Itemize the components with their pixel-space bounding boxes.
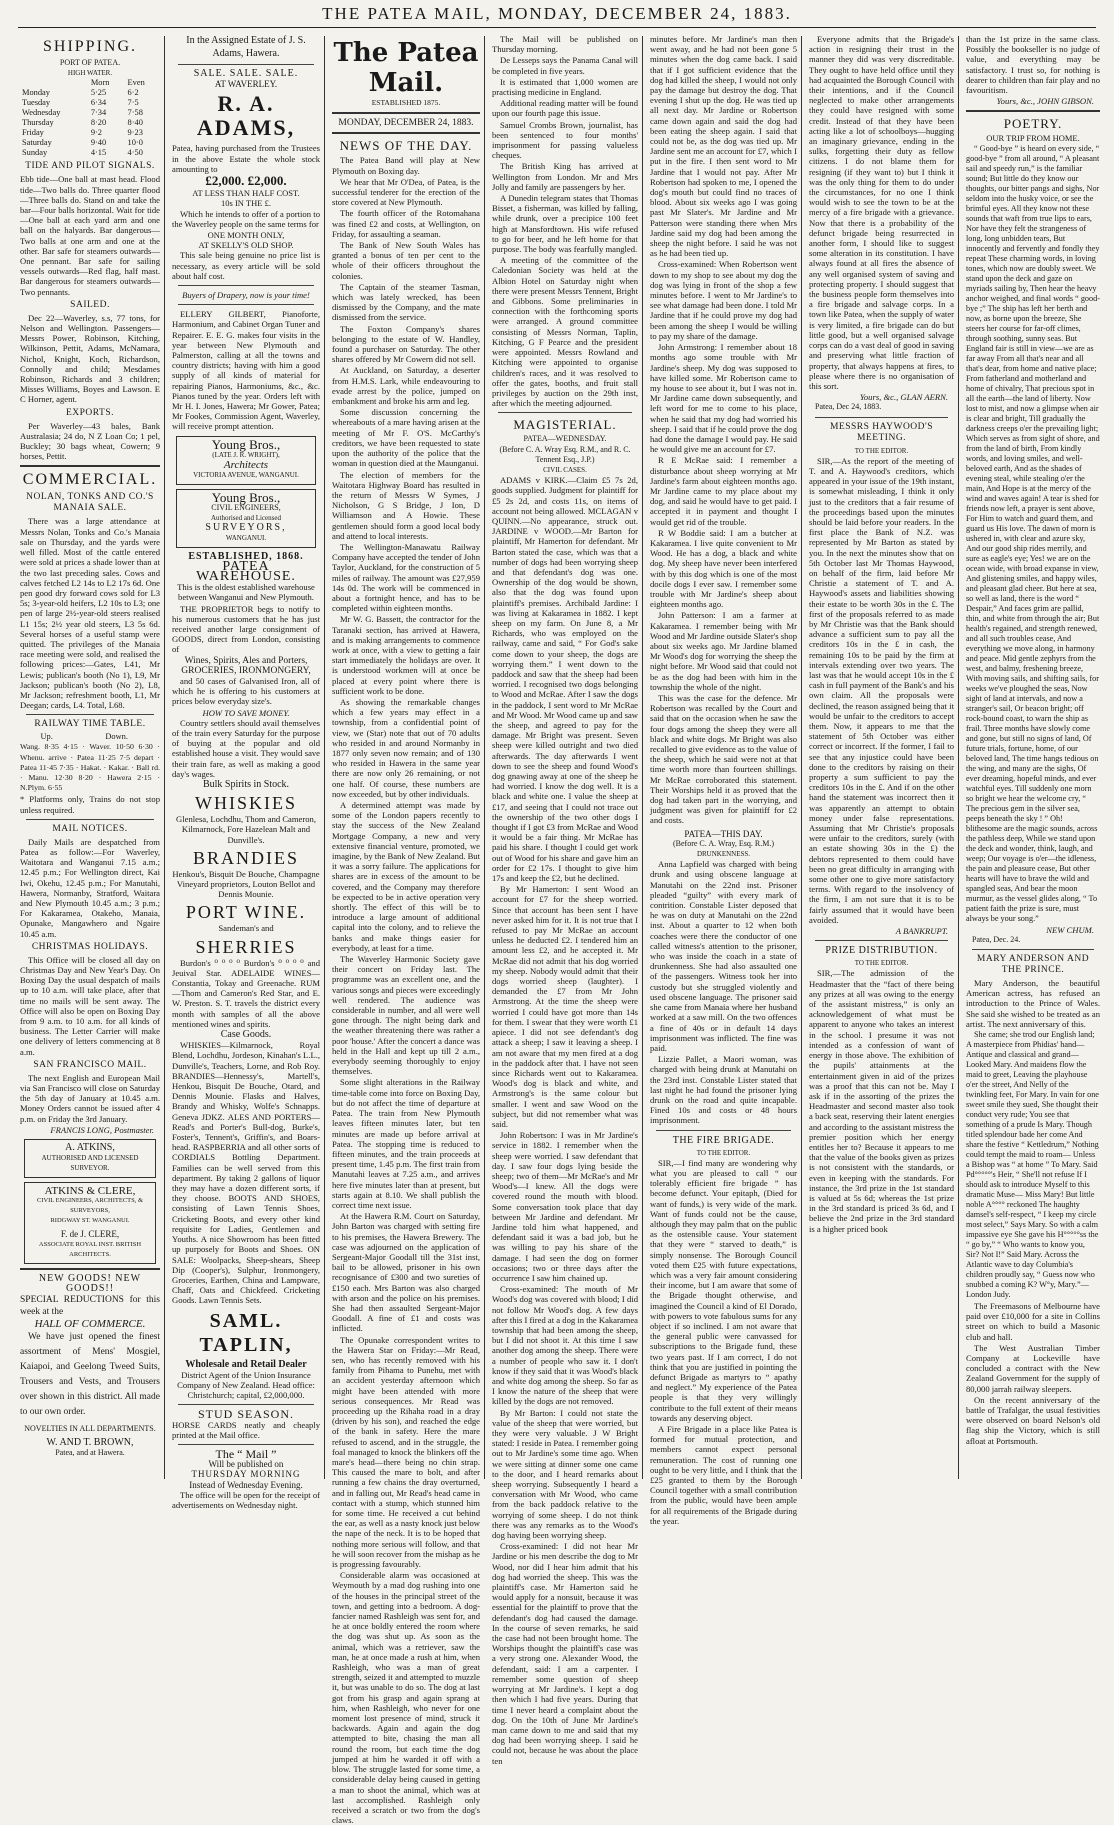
signature: Yours, &c., GLAN AERN. <box>859 392 948 403</box>
high-water-heading: HIGH WATER. <box>67 69 113 78</box>
railway-table: Up. Down. <box>40 732 128 742</box>
before-bench-2: (Before C. A. Wray, Esq. R.M.) <box>673 838 774 848</box>
fire-text: A Fire Brigade in a place like Patea is formed for mutual protection, and members cannot expect personal remuneration. The cost of running one ought to be very little, and I think that the £25 granted to them by the Borough Council together with a small contribution from the public, would have been ample for all requirements of the Brigade during the year. <box>650 1424 797 1526</box>
court-text: Cross-examined: I did not hear Mr Jardine or his men describe the dog to Mr Wood, nor did I hear him admit that his dog had worried the sheep. This was the plaintiff's case. Mr Hamerton said he would apply for a nonsuit, because it was essential for the plaintiff to prove that the defendant's dog had caused the damage. In the course of seven remarks, he said the case had not been brought home. The Worships thought the plaintiff's case was a very strong one. Alexander Wood, the defendant, said: I am a carpenter. I remember some question of sheep worrying at Mr Jardine's. I kept a dog then which I had five years. During that time I never heard a complaint about the dog. On the 10th of June Mr Jardine's man came down to me and said that my dog had been worrying sheep. I said he could not, because he was about the place ten <box>492 1541 638 1766</box>
novelties: NOVELTIES IN ALL DEPARTMENTS. <box>24 1423 156 1433</box>
amount: £2,000. £2,000. <box>205 173 287 189</box>
port-sub: Sandeman's and <box>218 923 274 934</box>
poem-signature: NEW CHUM. <box>1046 924 1094 935</box>
tide-header: Morn <box>90 78 110 88</box>
civil-cases: CIVIL CASES. <box>543 465 587 474</box>
news-item: A Dunedin telegram states that Thomas Bisset, a fisherman, was killed by falling, while drunk, over a precipice 100 feet high at Mansfordtown. His wife refused to go for beer, and he left home for that purpose. The body was fearfully mangled. <box>492 193 638 255</box>
news-item: Additional reading matter will be found upon our fourth page this issue. <box>492 98 638 119</box>
masthead: THE PATEA MAIL, MONDAY, DECEMBER 24, 1883. <box>0 0 1114 32</box>
tide-row: Tuesday 6·34 7·5 <box>22 98 139 108</box>
news-item: The Wellington-Manawatu Railway Company have accepted the tender of John Taylor, Auckland, for the construction of 5 miles of railway. The amount was £27,959 14s 0d. The work will be commenced in about a fortnight hence, and has to be completed within eighteen months. <box>332 541 480 614</box>
divider <box>815 940 948 941</box>
column-1 <box>16 34 164 1481</box>
letter-date: Patea, Dec 24, 1883. <box>815 402 882 412</box>
column-rule <box>958 36 959 1479</box>
column-2 <box>168 34 324 1510</box>
ra-adams: R. A. ADAMS, <box>196 91 296 141</box>
hall-of-commerce: HALL OF COMMERCE. <box>34 1318 146 1331</box>
court-text: Anna Lapfield was charged with being drunk and using obscene language at Manutahi on the 22nd inst. Prisoner pleaded “guilty” with every mark of contrition. Constable Lister deposed that he was on duty at Manutahi on the 22nd inst. About a quarter to 12 when both coaches were there the conductor of one called witness's attention to the prisoner, who was inside the coach in a state of drunkenness. She had also assaulted one of the passengers. Witness took her into custody but she struggled violently and used obscene language. The prisoner said she came from Manaia where her husband worked at a saw mill. On the two offences a fine of 40s or in default 14 days imprisonment was inflicted. The fine was paid. <box>650 859 797 1053</box>
taplin-name: SAML. TAPLIN, <box>199 1309 293 1356</box>
atkins-ad: A. ATKINS, AUTHORISED AND LICENSED SURVEYOR. <box>24 1139 156 1178</box>
divider <box>20 465 160 467</box>
divider <box>26 714 154 715</box>
court-text: John Patterson: I am a farmer at Kakaramea. I remember being with Mr Wood and Mr Jardine outside Slater's shop about six weeks ago. Mr Jardine blamed Mr Wood's dog for worrying the sheep the night before. Mr Wood said that could not be as the dog had been with him in the township the whole of the night. <box>650 610 797 692</box>
mail-pub-5: The office will be open for the receipt of advertisements on Wednesday night. <box>172 1489 320 1510</box>
news-item: De Lesseps says the Panama Canal will be completed in five years. <box>492 55 638 76</box>
news-item: The Freemasons of Melbourne have paid over £10,000 for a site in Collins street on which to build a Masonic club and hall. <box>966 1301 1100 1342</box>
half-cost: AT LESS THAN HALF COST. <box>192 188 300 199</box>
proprietor-text: THE PROPRIETOR begs to notify to his numerous customers that he has just received another large consignment of GOODS, direct from London, consisting of <box>172 603 320 655</box>
bulk-spirits: Bulk Spirits in Stock. <box>202 778 290 790</box>
divider <box>26 819 154 820</box>
skelly: AT SKELLY'S OLD SHOP. <box>198 240 294 251</box>
court-text: R W Boddie said: I am a butcher at Kakaramea. I live quite convenient to Mr Wood. He has a dog, a black and white dog. My sheep have never been interfered with by this dog which is one of the most docile dogs I ever saw. I remember some trouble with Mr Jardine's sheep about eighteen months ago. <box>650 527 797 610</box>
column-5 <box>646 34 801 1526</box>
mail-text: Daily Mails are despatched from Patea as follow:—For Waverley, Waitotara and Wanganui 7.15 a.m.; 12.45 p.m.; For Wellington direct, Kai Iwi, Okehu, 12.45 p.m.; For Manutahi, Hawera, Normanby, Stratford, Waitara and New Plymouth 10.45 a.m.; 3 p.m.; For Kakaramea, Otakeho, Manaia, Opunake, Mangawhero and Ngaire 10.45 a.m. <box>20 836 160 939</box>
fire-text: Everyone admits that the Brigade's action in resigning their trust in the manner they did was very discreditable. They ought to have held office until they had acquainted the Borough Council with their intentions, and if the Council neglected to make other arrangements they could have resigned with some credit. Instead of that they have been acting like a lot of schoolboys—hugging an imaginary grievance, ending in the sulks, forgetting their duty as fellow citizens. I do not blame them for resigning (if they want to) but I think it was the only thing for them to do under the circumstances, for no one I think would wish to see the town to be at the mercy of a fire brigade with a grievance. Now that there is a probability of the defunct brigade being resurrected in another form, I should like to suggest some alteration in its constitution. I have always found at all fires the absence of any well organised system of saving and protecting property. I should suggest that the business people form themselves into a fire brigade and salvage corps. In a town like Patea, when the supply of water is very limited, a fire brigade can do but little good, but a well organised salvage corps can do a vast deal of good in saving and preserving what little fraction of property, that always happens at fires, to please where there is no organisation of this sort. <box>809 34 954 391</box>
mary-heading: MARY ANDERSON AND THE PRINCE. <box>976 954 1090 976</box>
news-item: Some discussion concerning the whereabouts of a mare having arisen at the meeting of Mr F. O'S. McCarthy's creditors, we have been requested to state upon the authority of the police that the woman in question died at the Maunganui. <box>332 407 480 469</box>
news-item: Samuel Crombs Brown, journalist, has been sentenced to four months' imprisonment for passing valueless cheques. <box>492 119 638 161</box>
divider <box>178 285 314 286</box>
news-item: Considerable alarm was occasioned at Weymouth by a mad dog rushing into one of the houses in the principal street of the town, and getting into a bedroom. A dog-fancier named Rashleigh was sent for, and he at once boldly entered the room where the dog was shut up. As soon as the animal, which was a retriever, saw the man, he at once made a rush at him, when Rashleigh, who was a man of great strength, seized it and attempted to muzzle it, but was unable to do so. The dog at last got from his grasp and again sprang at him, when Rashleigh, who never for one moment lost presence of mind, struck it backwards. Again and again the dog attempted to bite, chasing the man all round the room, but each time the dog jumped at him he warded it off with a blow. The struggle lasted for some time, a considerable delay being caused in getting a man to shoot the animal, which was at last accomplished. Rashleigh only received a scratch or two from the dog's claws. <box>332 1570 480 1825</box>
mail-pub-3: THURSDAY MORNING <box>191 1469 301 1480</box>
sailed-heading: SAILED. <box>70 299 110 310</box>
sale-heading: SALE. SALE. SALE. <box>193 68 299 79</box>
drunkenness: DRUNKENNESS. <box>696 850 751 859</box>
how-to-save: HOW TO SAVE MONEY. <box>202 707 290 718</box>
divider <box>656 1130 791 1131</box>
brown-address: Patea, and at Hawera. <box>55 1448 125 1458</box>
horse-cards: HORSE CARDS neatly and cheaply printed at the Mail office. <box>172 1419 320 1440</box>
union-text: District Agent of the Union Insurance Company of New Zealand. Head office: Christchurch; capital, £2,000,000. <box>177 1369 315 1401</box>
ra-text: Patea, having purchased from the Trustees in the above Estate the whole stock amounting to <box>172 143 320 174</box>
young-architects-ad: Young Bros., (LATE J. R. WRIGHT), Architects VICTORIA AVENUE, WANGANUI. <box>176 436 316 485</box>
news-item: A determined attempt was made by some of the London papers recently to stay the success of the New Zealand Mortgage Company, a new and very extensive financial venture, promoted, we imagine, by the Bank of New Zealand. But it was a sorry failure. The applications for shares are in excess of the amount to be covered, and the Company may therefore be expected to be in active operation very shortly. The effect of this will be to introduce a large amount of additional capital into the colony, and to relieve the banks and make things easier for everybody, at least for a time. <box>332 800 480 953</box>
news-item: The Opunake correspondent writes to the Hawera Star on Friday:—Mr Read, sen, who has recently removed with his family from Pihama to Punehu, met with an accident yesterday afternoon which might have been attended with more serious consequences. Mr Read was proceeding up the Rihaha road in a dray (driven by his son), and reached the edge of the bank in safety. Here the mare refused to ascend, and in the struggle, the foal managed to knock the blinkers off the mare's head—there being no chin strap. This caused the mare to bolt, and after running a few chains the dray overturned, and in falling out, Mr Read's head came in contact with a stump, which stunned him for some time. He received a cut behind the ear, as well as a nasty knock just below the nape of the neck. It is to be hoped that nothing more serious will follow, and that he will soon recover from the mishap as he is progressing favourably. <box>332 1334 480 1570</box>
case-text: WHISKIES—Kilmarnock, Royal Blend, Lochdhu, Jordeson, Kinahan's L.L., Dunville's, Teachers, Lorne, and Rob Roy. BRANDIES—Hennessy's, Martell's, Henkou, Bisquit De Bouche, Otard, and Dennis Mounie. Flasks and Halves, Brandy and Whisky, Wolfe's Schnapps. Geneva JDKZ. ALES AND PORTERS—Read's and Porter's Bull-dog, Burke's, Foster's, Tennent's, Griffin's, and Boars-head. RASPBERRIA and all other sorts of CORDIALS Bottling Department. Families can be well served from this department. By taking 2 gallons of liquor they may have a dozen different sorts, if they choose. BOOTS AND SHOES, consisting of Lawn Tennis Shoes, Cricketing Boots, and every other kind requisite for Ladies, Gentlemen and Youths. A nice Showroom has been fitted up purposely for Boots and Shoes. ON SALE: Woolpacks, Sheep-shears, Sheep Dip (Cooper's), Sulphur, Ironmongery, Groceries, Earthen, China and Lampware, Chaff, Oats and Chickfeed. Cricketing Goods. Lawn Tennis Sets. <box>172 1040 320 1306</box>
divider <box>332 132 480 134</box>
patea-wednesday: PATEA—WEDNESDAY. <box>523 434 607 444</box>
case-goods: Case Goods. <box>220 1029 272 1041</box>
port-wine-heading: PORT WINE. <box>185 902 307 923</box>
christmas-heading: CHRISTMAS HOLIDAYS. <box>31 941 149 952</box>
mail-pub: The “ Mail ” <box>215 1446 277 1461</box>
column-6 <box>805 34 958 1481</box>
column-rule <box>484 36 485 1479</box>
brown-name: W. AND T. BROWN, <box>46 1436 134 1448</box>
news-item: The Mail will be published on Thursday morning. <box>492 34 638 55</box>
column-rule <box>164 36 165 1479</box>
tide-row: Sunday 4·15 4·50 <box>22 148 143 158</box>
sherries-heading: SHERRIES <box>195 936 297 957</box>
court-text: Cross-examined: When Robertson went down to my shop to see about my dog the dog was lying in front of the shop a few minutes before. I went to Mr Jardine's to see what damage had been done. I told Mr Jardine that if he could prove my dog had been among the sheep I would be willing to pay my share of the damage. <box>650 259 797 341</box>
exports-heading: EXPORTS. <box>65 407 115 418</box>
tide-row: Friday 9·2 9·23 <box>22 128 143 138</box>
divider <box>178 304 314 305</box>
country-text: Country settlers should avail themselves of the train every Saturday for the purpose of buying at the popular and old established house a visit. They would save their train fare, as well as making a good day's wages. <box>172 717 320 779</box>
issue-date: MONDAY, DECEMBER 24, 1883. <box>338 118 474 129</box>
brandies-text: Henkou's, Bisquit De Bouche, Champagne Vineyard proprietors, Louton Bellot and Dennis Mounie. <box>172 868 320 900</box>
court-text: R E McRae said: I remember a disturbance about sheep worrying at Mr Jardine's farm about eighteen months ago. Mr Jardine came to my place about my dog, and said he would have to get paid. I accepted it in payment and thought I would get rid of the trouble. <box>650 455 797 527</box>
divider <box>972 949 1094 950</box>
poem-date: Patea, Dec. 24. <box>972 934 1021 944</box>
news-item: Mr W. G. Bassett, the contractor for the Taranaki section, has arrived at Hawera, and is making arrangements to commence work at once, with a view to getting a fair start immediately the holidays are over. It is understood workmen will at once be placed at every point where there is sufficient work to be done. <box>332 614 480 696</box>
news-item: The British King has arrived at Wellington from London. Mr and Mrs Jolly and family are passengers by her. <box>492 161 638 192</box>
haywood-heading: MESSRS HAYWOOD'S MEETING. <box>829 421 934 443</box>
estate-heading: In the Assigned Estate of J. S. Adams, Hawera. <box>186 35 306 59</box>
court-text: minutes before. Mr Jardine's man then went away, and he had not been gone 5 minutes when the dog came back. I said that if I got sufficient evidence that the dog had killed the sheep, I would not only pay the damage but destroy the dog. That evening I shut up the dog. He was tied up all next day. Mr Jardine or Robertson came down again and said the dog had been eating the sheep again. I said that could not be, as the dog was tied up. Mr Jardine sent me an account for £7, which I put in the fire. I then sent word to Mr Jardine that I would not pay. After Mr Robertson had spoken to me, I opened the dog's mouth but could find no traces of blood. About six weeks ago I was going past Mr Slater's. Mr Jardine and Mr Patterson were standing there when Mrs Jardine said my dog had been among the sheep the night before. I said he was not as he had been tied up. <box>650 34 797 259</box>
intends-text: Which he intends to offer of a portion to the Waverley people on the same terms for <box>172 208 320 229</box>
poem-text: “ Good-bye ” is heard on every side, “ good-bye ” from all around, “ A pleasant sail and speedy run,” is the familiar sound; But little do they know our thoughts, our bitter pangs and sighs, Nor seldom into the husky voice, or see the brimful eyes. All they know not these sounds that waft from true lips to ears, Nor have they felt the strangeness of long, long unbidden tears, But innocently and fervently and fondly they repeat These charming words, in loving tones, which now are doubly sweet. We stand upon the deck and gaze on myriads sailing by, Then hear the heavy anchor weighed, and final words “ good-bye ;” The ship has left her berth and now, as borne upon the breeze, She steers her course for far-off climes, through soothing, sunny seas. But England fair is still in view—we are as far away From all that's near and all that's dear, from home and native place; From fatherland and motherland and home of chivalry, That precious spot in all the earth—the land of liberty. Now lost to mist, and now a glimpse when air is clear and bright, Till gradually the darkness creeps o'er the prevailing light; Which serves as from sight of shore, and from the land of birth, From kindly words, and loving smiles, and well-beloved earth, And as the shades of evening steal, while stealing o'er the main, And Hope is at the mercy of the wind and waves again! A tear is shed for friends now left, a prayer is sent above, For Him to watch and guard them, and guard us His love. The dawn of morn is ushered in, with clear and azure sky, And our good ship rides merrily, and sure as eagle's eye; Yes! we are on the ocean wide, with broad expanse in view, And glistening smiles, and happy wiles, and pleasant glad cheer. But here at sea, so well as land, there is the word “ Despair,” And faces grim are pallid, thin, and white from through the air; But health's regained, and strength renewed, and all such troubles cease, And everything we move along, in harmony and peace. Mid gentle zephyrs from the west, and balmy, freshening breeze, With moving sails, and shifting sails, for weeks we've ploughed the seas, Now sight of land at intervals, and now a stranger's sail, Or beacon bright; off rock-bound coast, to warn the ship as frail. Three months have slowly come and gone, but still no signs of land, Of future trials, fortune, home, of our beloved land, The time hangs tedious on the wing, and many are the sighs, Of ever dreaming, hopeful minds, and ever watchful eyes. Till suddenly one morn so bright we hear the welcome cry, “ The precious gem in the silver sea, peeps beneath the sky ! ” Oh! blithesome are the magic sounds, across the pathless deep, While we stand upon the deck and wonder, think, laugh, and weep; Our voyage is o'er—the idleness, the pain and pleasure cease, But other hearts will have to brave the wild and spangled seas, And bear the moon murmur, as the vessel glides along, “ To patient faith the prize is sure, must always be your song.” <box>966 143 1100 923</box>
gilbert-ad: ELLERY GILBERT, Pianoforte, Harmonium, and Cabinet Organ Tuner and Repairer. E. E. G. makes four visits in the year between New Plymouth and Palmerston, calling at all the towns and country districts; having with him a good supply of all kinds of material for repairing Pianos, Harmoniums, &c., &c. Pianos tuned by the year. Orders left with Mr H. I. Jones, Hawera; Mr Gower, Patea; Mr Fookes, Commission Agent, Waverley, will receive prompt attention. <box>172 309 320 432</box>
court-text: John Robertson: I was in Mr Jardine's service in 1882. I remember when the sheep were worried. I saw defendant that day. I saw four dogs lying beside the sheep; two of them—Mr McRae's and Mr Wood's—I knew. All the dogs were covered round the mouth with blood. Some conversation took place that day between Mr Jardine and defendant. Mr Jardine told him what happened, and defendant said it was a bad job, but he was willing to pay his share of the damage. I had seen the dog on former occasions; two or three days after the occurrence I saw him chained up. <box>492 1130 638 1283</box>
signature: A BANKRUPT. <box>895 926 948 937</box>
divider <box>178 64 314 65</box>
divider <box>815 417 948 418</box>
divider <box>178 1444 314 1445</box>
patea-warehouse: PATEA WAREHOUSE. <box>196 558 296 584</box>
sf-text: The next English and European Mail via San Francisco will close on Saturday the 5th day of January at 10.45 a.m. Money Orders cannot be issued after 4 p.m. on Friday the 3rd January. <box>20 1072 160 1124</box>
exports-text: Per Waverley—43 bales, Bank Australasia; 24 do, N Z Loan Co; 1 pel, Buckley; 30 bags wheat, Cowern; 9 horses, Pettit. <box>20 420 160 462</box>
shipping-heading: SHIPPING. <box>42 38 137 55</box>
before-bench: (Before C. A. Wray Esq. R.M., and R. C. Tennent Esq., J.P.) <box>499 444 631 464</box>
column-rule <box>324 36 325 1479</box>
railway-heading: RAILWAY TIME TABLE. <box>34 719 146 730</box>
divider <box>332 112 480 114</box>
court-text: This was the case for the defence. Mr Robertson was recalled by the Court and said that on the occasion when he saw the four dogs among the sheep they were all black and white dogs. Mr Bright was also recalled to give evidence as to the value of the sheep, which he said were not at that time worth more than fourteen shillings. Mr McRae corroborated this statement. Their Worships held it as proved that the dog had taken part in the worrying, and judgment was given for plaintiff for £2 and costs. <box>650 693 797 826</box>
divider <box>498 412 632 413</box>
special-reductions: SPECIAL REDUCTIONS for this week at the <box>20 1295 160 1318</box>
signals-heading: TIDE AND PILOT SIGNALS. <box>25 161 155 172</box>
in-the-pound: 10s IN THE £. <box>221 198 271 209</box>
fire-text: SIR,—I find many are wondering why what you are pleased to call “ our tolerably efficient fire brigade ” has become defunct. Your epitaph, (Died for want of funds,) is very wide of the mark. Want of funds could not be the cause, although they may palm that on the public as the ostensible cause. Your statement that they were “ starved to death,” is simply nonsense. The Borough Council voted them £25 with future expectations, which was a very fair amount considering their income, but I am aware that some of the Brigade thought otherwise, and imagined the Council a kind of El Dorado, with powers to vote fabulous sums for any object if so inclined. I am not aware that the general public were canvassed for subscriptions to the Brigade fund, these two years past. If I am correct, I do not think that you are justified in pointing the defunct Brigade as martyrs to “ apathy and neglect.” My experience of the Patea people is that they very willingly contribute to the full extent of their means towards any deserving object. <box>650 1157 797 1423</box>
court-text: By Mr Barton: I could not state the value of the sheep that were worried, but they were very valuable. J W Bright stated: I reside in Patea. I remember going out to Mr Jardine's some time ago. When we were sitting at dinner some one came to the door, and I heard remarks about sheep worrying. Subsequently I heard a conversation with Mr Wood, who came from the back paddock relative to the worrying of some sheep. I do not think there was any remarks as to the Wood's dog having been worrying sheep. <box>492 1407 638 1541</box>
court-text: ADAMS v KIRK.—Claim £5 7s 2d, goods supplied. Judgment for plaintiff for £5 2s 2d, and costs 11s, on items of account not being allowed. MCLAGAN v QUINN.—No appearance, struck out. JARDINE v WOOD.—Mr Barton for plaintiff, Mr Hamerton for defendant. Mr Barton stated the case, which was that a number of dogs had been worrying sheep and that defendant's dog was one. Ownership of the dog would be shown, also that the dog was found upon plaintiff's premises. Archibald Jardine: I was living at Kakaramea in 1882. I kept sheep on my farm. On June 8, a Mr Richards, who was employed on the railway, came and said, “ For God's sake come down to your sheep, the dogs are worrying them.” I went down to the paddock and saw that the sheep had been worried. I recognised two dogs belonging to Wood and McRae. After I saw the dogs in the paddock, I sent word to Mr McRae and Mr Wood. Mr Wood came up and saw the sheep, and agreed to pay for the damage. Mr Bright was present. Seven sheep were killed outright and two died afterwards. The day afterwards I went down to see the sheep and found Wood's dog gnawing away at one of the sheep he had worried. I know the dog well. It is a black and white one. I value the sheep at £17, and seeing that I could not trace out the ownership of the two other dogs I thought if I got £3 from McRae and Wood it would be a fair thing. Mr McRae has paid his share. I thought I could get work out of Wood for his share and gave him an order for £2 17s. I thought to give him 17s and keep the £2, but he declined. <box>492 475 638 884</box>
atkins-clere-ad: ATKINS & CLERE, CIVIL ENGINEERS, ARCHITECTS, & SURVEYORS, RIDGWAY ST. WANGANUI. F. de J. CLERE, ASSOCIATE ROYAL INST. BRITISH ARCHITECTS. <box>24 1182 156 1264</box>
mail-heading: MAIL NOTICES. <box>52 823 128 834</box>
tide-row: Thursday 8·20 8·40 <box>22 118 143 128</box>
whiskies-heading: WHISKIES <box>195 793 297 814</box>
fire-brigade-heading: THE FIRE BRIGADE. <box>672 1134 775 1146</box>
taplin-sub: Wholesale and Retail Dealer <box>185 1358 307 1370</box>
column-rule <box>642 36 643 1479</box>
tide-row: Monday 5·25 6·2 <box>22 88 139 98</box>
nolan-heading: NOLAN, TONKS AND CO.'S MANAIA SALE. <box>26 492 154 514</box>
skelly-text: This sale being genuine no price list is necessary, as every article will be sold about half cost. <box>172 250 320 281</box>
divider <box>178 1404 314 1405</box>
tide-row: Saturday 9·40 10·0 <box>22 138 143 148</box>
stud-season: STUD SEASON. <box>197 1407 294 1422</box>
railway-note: * Platforms only, Trains do not stop unless required. <box>20 794 160 815</box>
court-text: Lizzie Pallet, a Maori woman, was charged with being drunk at Manutahi on the 23rd inst. Constable Lister stated that last night he had found the prisoner lying drunk on the road and quite incapable. Fined 10s and costs or 48 hours imprisonment. <box>650 1054 797 1126</box>
prize-text: SIR,—The admission of the Headmaster that the “fact of there being any prizes at all was owing to the energy of the assistant mistress,” is only an acknowledgement of what must be apparent to anyone who takes an interest in the school. I presume it was not intended as a confession of want of energy in those above. The exhibition of the pupils' attainments at the entertainment given in aid of the prizes was a proof that this can not be. May I ask if in the assorting of the prizes the Headmaster and second master also took a back seat, reserving their latent energies and according to the assistant mistress the premier position which her energy entitles her to? Because it appears to me that the value of the books given as prizes is not consistent with the standards, or even in keeping with the standards. For instance, the 3rd prize in the 1st standard is valued at 5s 6d; whereas the 1st prize in the 3rd standard is priced 3s 6d, and I believe the 2nd prize in the 3rd standard is a higher priced book <box>809 968 954 1234</box>
mail-pub-4: Instead of Wednesday Evening. <box>189 1479 303 1490</box>
column-4 <box>488 34 642 1766</box>
divider <box>966 110 1100 112</box>
news-heading: NEWS OF THE DAY. <box>339 138 473 154</box>
poem-title: OUR TRIP FROM HOME. <box>986 133 1080 144</box>
christmas-text: This Office will be closed all day on Christmas Day and New Year's Day. On Boxing Day the usual despatch of mails up to 10 a.m. will take place, after that time no mails will be sent away. The Office will also be open on Boxing Day from 9 a.m. to 10 a.m. for all kinds of business. The Letter Carrier will make one delivery of letters commencing at 8 a.m. <box>20 954 160 1057</box>
at-waverley: AT WAVERLEY. <box>214 79 278 90</box>
wines-text: and 50 cases of Galvanised Iron, all of which he is offering to his customers at prices below everyday size's. <box>172 675 320 707</box>
warehouse-sub: This is the oldest established warehouse between Wanganui and New Plymouth. <box>177 582 315 603</box>
whiskies-text: Glenlesa, Lochdhu, Thom and Cameron, Kilmarnock, Fore Hazelean Malt and Dunville's. <box>176 814 316 845</box>
mary-poem: She came; she trod our English land; A masterpiece from Phidias' hand— Antique and classical and grand— Looked Mary. And maidens flow the maid to greet, Leaving the playhouse o'er the street, And Nelly of the twinkling feet, For Mary. In vain for one sweet smile they sued, She thought their conduct very rude; You see that something of a prude Is Mary. Though titled splendour bade her come And share the festive “ Kettledrum,” Nothing could tempt the maid to roam— Unless a Bishop was “ at home ” To Mary. Said Pd°°°°°'s Heir, “ She'll not refuse If I should ask to introduce Myself to this dramatic Muse— Miss Mary! But little noble A°°°° reckoned The haughty damsel's self-respect, “ I keep my circle most select,” Says Mary. So with a calm impassive eye She gave his H°°°°°ss the “ go by,” “ Who wants to know you, Sir? Not I!” Said Mary. Across the Atlantic wave to day Columbia's children proudly say, “ Guess now who snubbed a coming K? W°y, Mary.”—London Judy. <box>966 1030 1099 1300</box>
shipment-text: We have just opened the finest assortment of Mens' Mosgiel, Kaiapoi, and Geelong Tweed Suits, Trousers and Vests, and Trousers over shown in this district. All made to our own order. <box>20 1331 160 1417</box>
mary-text: Mary Anderson, the beautiful American actress, has refused an introduction to the Prince of Wales. She said she wished to be treated as an artist. The next anniversary of this. <box>966 978 1100 1029</box>
to-editor: TO THE EDITOR. <box>854 446 909 455</box>
tide-table <box>20 78 160 158</box>
news-item: The Patea Band will play at New Plymouth on Boxing day. <box>332 155 480 176</box>
news-item: As showing the remarkable changes which a few years may effect in a township, from a confidential point of view, we (Star) note that out of 70 adults who resided in and around Normanby in 1877 only seven now remain; and of 130 who resided in Hawera in the same year there are now only 26 remaining, or not one half. Of course, these numbers are now exceeded, but by other individuals. <box>332 696 480 799</box>
tide-header: Even <box>127 78 145 88</box>
mail-pub-2: Will be published on <box>208 1459 284 1470</box>
news-item: Some slight alterations in the Railway time-table come into force on Boxing Day, but do not affect the time of departure at Patea. The train from New Plymouth leaves fifteen minutes later, but ten minutes are made up before arrival at Patea. The stopping time is reduced to fifteen minutes, and the train proceeds at present time, 1.45 p.m. The first train from Manutahi leaves at 7.25 a.m., and arrives here five minutes later than at present, but starts again at 8.10. We shall publish the correct time next issue. <box>332 1077 480 1210</box>
young-engineers-ad: Young Bros., CIVIL ENGINEERS, Authorised and Licensed SURVEYORS, WANGANUI. <box>176 489 316 548</box>
port-heading: PORT OF PATEA. <box>59 58 121 67</box>
column-7 <box>962 34 1104 1481</box>
tide-row: Wednesday 7·34 7·58 <box>22 108 143 118</box>
news-item: The Foxton Company's shares belonging to the estate of W. Handley, found a purchaser on Saturday. The other shares offered by Mr Cowern did not sell. <box>332 323 480 365</box>
prize-heading: PRIZE DISTRIBUTION. <box>825 945 938 957</box>
haywood-text: SIR,—As the report of the meeting of T. and A. Haywood's creditors, which appeared in your issue of the 19th instant, is somewhat misleading, I think it only just to the creditors that a fair resume of the proceedings based upon the minutes should be laid before your readers. In the first place the Bank of N.Z. was represented by Mr Barton as stated by you. In the next the minutes show that on 5th October last Mr Thomas Haywood, on behalf of the firm, laid before Mr Christie a statement of T. and A. Haywood's assets and liabilities showing their estate to be worth 30s in the £. The first of the proposals referred to as made by Mr Christie was that the Bank should advance a sufficient sum to pay all the creditors 10s in the £ in cash, the remaining 10s to be paid by the firm at intervals extending over two years. The last was that he would accept 10s in the £ cash in full payment of the Bank's and his own claim. All the proposals were declined, the reason assigned being that it would be unfair to the creditors to accept them. Now, it appears to me that the statement of 5th October was either correct or incorrect. If the former, I fail to see that any injustice could have been done to the creditors by raising on their property a sum sufficient to pay the creditors 10s in the £. And if on the other hand the statement was incorrect then it was apparently an attempt to obtain money under false representations. Assuming that Mr Christie's proposals were unfair to the creditors, surely (with an estate showing 30s in the £) the debtors represented to them could have been no great difficulty in arranging with some other one to give more satisfactory terms. With regard to the insolvency of the firm, I am not sure that it is to be fairly assumed that it would have been avoided. <box>809 455 954 925</box>
news-item: We hear that Mr O'Dea, of Patea, is the successful tenderer for the erection of the store covered at New Plymouth. <box>332 176 480 208</box>
news-item: The Bank of New South Wales has granted a bonus of ten per cent to the whole of their officers throughout the colonies. <box>332 240 480 281</box>
news-item: The Waverley Harmonic Society gave their concert on Friday last. The programme was an excellent one, and the various songs and pieces were exceedingly well rendered. The audience was considerable in number, and all were well gone through. The night being dark and the weather threatening there was rather a poor 'house.' After the concert a dance was held in the Hall and kept up till 2 a.m., everybody seeming thoroughly to enjoy themselves. <box>332 954 480 1077</box>
poetry-heading: POETRY. <box>1003 116 1063 132</box>
news-item: A meeting of the committee of the Caledonian Society was held at the Albion Hotel on Saturday night when there were present Messrs Tennent, Bright and Gibbons. Some preliminaries in connection with the forthcoming sports were arranged. A ground committee consisting of Messrs Norman, Taplin, Kitching, G F Pearce and the president were appointed. Messrs Rowland and Kitching were appointed to organise children's races, and it was resolved to offer the gates, booths, and fruit stall privileges by auction on the 29th inst, after which the meeting adjourned. <box>492 255 638 409</box>
established-1868: ESTABLISHED, 1868. <box>188 550 304 562</box>
magisterial-heading: MAGISTERIAL. <box>513 417 617 433</box>
news-item: At the Hawera R.M. Court on Saturday, John Barton was charged with setting fire to his premises, the Hawera Brewery. The case was adjourned on the application of Sergeant-Major Goodall till the 31st inst, bail to be allowed, prisoner in his own recognisance of £300 and two sureties of £150 each. Mrs Barton was also charged with arson and the police on his premises. She had then assaulted Sergeant-Major Goodall. A fine of £1 and costs was inflicted. <box>332 1211 480 1334</box>
new-goods: NEW GOODS! NEW GOODS!! <box>38 1273 142 1295</box>
news-item: The Captain of the steamer Tasman, which was lately wrecked, has been dismissed by the Company, and the mate dismissed from the service. <box>332 281 480 323</box>
brandies-heading: BRANDIES <box>192 847 299 868</box>
sherries-text: Burdon's ⁰ ⁰ ⁰ ⁰ Burdon's ⁰ ⁰ ⁰ ⁰ and Jeuival Star. ADELAIDE WINES—Constantia, Tokay and Greenache. RUM—Thom and Cameron's Red Star, and E. W. Preston. S. T. travels the district every month with samples of all the above mentioned wines and spirits. <box>172 957 320 1029</box>
divider <box>20 1268 160 1270</box>
prize-text: than the 1st prize in the same class. Possibly the bookseller is no judge of value, and everything may be satisfactory. I trust so, for nothing is dearer to children than fair play and no favouritism. <box>966 34 1100 96</box>
column-3 <box>328 34 484 1825</box>
one-month: ONE MONTH ONLY, <box>207 230 285 241</box>
railway-text: Wang. 8·35 4·15 · Waver. 10·50 6·30 · Whenu. arrive · Patea 11·25 7·5 depart · Patea 11·45 7·35 · Hakat. · Kakar. · Ball rd. · Manu. 12·30 8·20 · Hawera 2·15 · N.Plym. 6·55 <box>20 742 160 793</box>
news-item: At Auckland, on Saturday, a deserter from H.M.S. Lark, while endeavouring to evade arrest by the police, jumped on embankment and broke his arm and leg. <box>332 365 480 407</box>
sf-heading: SAN FRANCISCO MAIL. <box>33 1059 147 1070</box>
buyers: Buyers of Drapery, now is your time! <box>182 290 310 301</box>
established-1875: ESTABLISHED 1875. <box>371 98 441 107</box>
nolan-text: There was a large attendance at Messrs Nolan, Tonks and Co.'s Manaia sale on Thursday, and the yards were well filled. Most of the cattle entered were sold at prices a shade lower than at the two last preceding sales. Cows and calves fetched L2 14s to L2 17s 6d. One pen good dry forward cows sold for L3 5s; 3-year-old heifers, L2 10s to L3; one pen of large 2½-year-old steers realised L1 15s; 2½ year old steers, L3 5s 6d. Several horses of a useful stamp were quitted. The privileges of the Manaia race meeting were sold, and realised the following prices:—Gates, L41, Mr Lewis; publican's booth (No 1), L9, Mr Jackson; publican's booth (No 2), L8, Mr Jackson; refreshment booth, L1, Mr Deegan; cards, L4. Total, L68. <box>20 516 160 711</box>
news-item: The election of members for the Waitotara Highway Board has resulted in the return of Messrs W Symes, J Nicholson, G S Bridge, J Ion, D Williamson and A Howie. These gentlemen should form a good local body and attend to local interests. <box>332 469 480 541</box>
newspaper-title: The Patea Mail. <box>333 38 479 98</box>
signals-text: Ebb tide—One ball at mast head. Flood tide—Two balls do. Three quarter flood—Three balls do. Stand on and take the bar—Four balls horizontal. Wait for tide—One ball at each yard arm and one ball on the halyards. Bar dangerous—Two balls at one arm and one at the other. Bar safe for steamers outwards—One pennant. Bar safe for sailing vessels outwards—Red flag, half mast. Bar dangerous for steamers outwards—Two pennants. <box>20 174 160 297</box>
court-text: John Armstrong: I remember about 18 months ago some trouble with Mr Jardine's sheep. My dog was supposed to have killed some. Mr Robertson came to my house to see about it, but I was not in. Mr Jardine came down subsequently, and left word for me to come to his place, when he said that my dog had worried his sheep. I said that if he could prove the dog had done the damage I would pay. He said he would give me an account for £7. <box>650 342 797 455</box>
news-item: On the recent anniversary of the battle of Trafalgar, the usual festivities were observed on board Nelson's old flag ship the Victory, which is still afloat at Portsmouth. <box>966 1394 1100 1446</box>
wines-heading: Wines, Spirits, Ales and Porters, GROCERIES, IRONMONGERY, <box>181 655 311 676</box>
commercial-heading: COMMERCIAL. <box>22 471 158 489</box>
court-text: By Mr Hamerton: I sent Wood an account for £7 for the sheep worried. Since that account has been sent I have never asked him for it. It is not true that I refused to pay Mr McRae an account unless he deducted £2. I tendered him an amount less £2, and he accepted it. Mr McRae did not admit that his dog worried my sheep. Nobody would admit that their dogs worried sheep (laughter). I demanded the £7 from Mr John Armstrong. At the time the sheep were worried I could have got more than 14s for them. I swear that they were worth £1 apiece. I did not see defendant's dog attack a sheep; I saw it leaving a sheep. I am not aware that my men fired at a dog in the paddock after that. I have not seen since Richards went out to Kakaramea. Wood's dog is black and white, and Armstrong's is the same colour but smaller. I went and saw Wood on the subject, but did not remember what was said. <box>492 884 638 1129</box>
to-editor: TO THE EDITOR. <box>854 959 909 968</box>
signature: Yours, &c., JOHN GIBSON. <box>996 96 1094 107</box>
court-text: Cross-examined: The mouth of Mr Wood's dog was covered with blood; I did not follow Mr Wood's dog. A few days after this I fired at a dog in the Kakaramea township that had been among the sheep, but I did not shoot it. At this time I saw another dog among the sheep. There were a number of people who saw it. I don't know if they said that it was Wood's black and white dog among the sheep. So far as I know the nature of the sheep that were killed by the dogs are not removed. <box>492 1284 638 1407</box>
to-editor: TO THE EDITOR. <box>696 1148 751 1157</box>
news-item: The fourth officer of the Rotomahana was fined £2 and costs, at Wellington, on Friday, for assaulting a seaman. <box>332 208 480 239</box>
postmaster-sig: FRANCIS LONG, Postmaster. <box>50 1124 154 1135</box>
sailed-text: Dec 22—Waverley, s.s, 77 tons, for Nelson and Wellington. Passengers—Messrs Power, Robinson, Kitching, Wilkinson, Pettit, Adams, McNamara, Nichol, Knight, Koch, Richardson, Connolly and child; Mesdames Robinson, Richards and 3 children; Misses Williams, Boyes and Lawson. E C Horner, agent. <box>20 312 160 405</box>
column-rule <box>801 36 802 1479</box>
news-item: It is estimated that 1,000 women are practising medicine in England. <box>492 76 638 98</box>
news-item: The West Australian Timber Company at Lockeville have concluded a contract with the New Zealand Government for the supply of 80,000 jarrah railway sleepers. <box>966 1342 1100 1394</box>
patea-this-day: PATEA—THIS DAY. <box>684 828 763 839</box>
